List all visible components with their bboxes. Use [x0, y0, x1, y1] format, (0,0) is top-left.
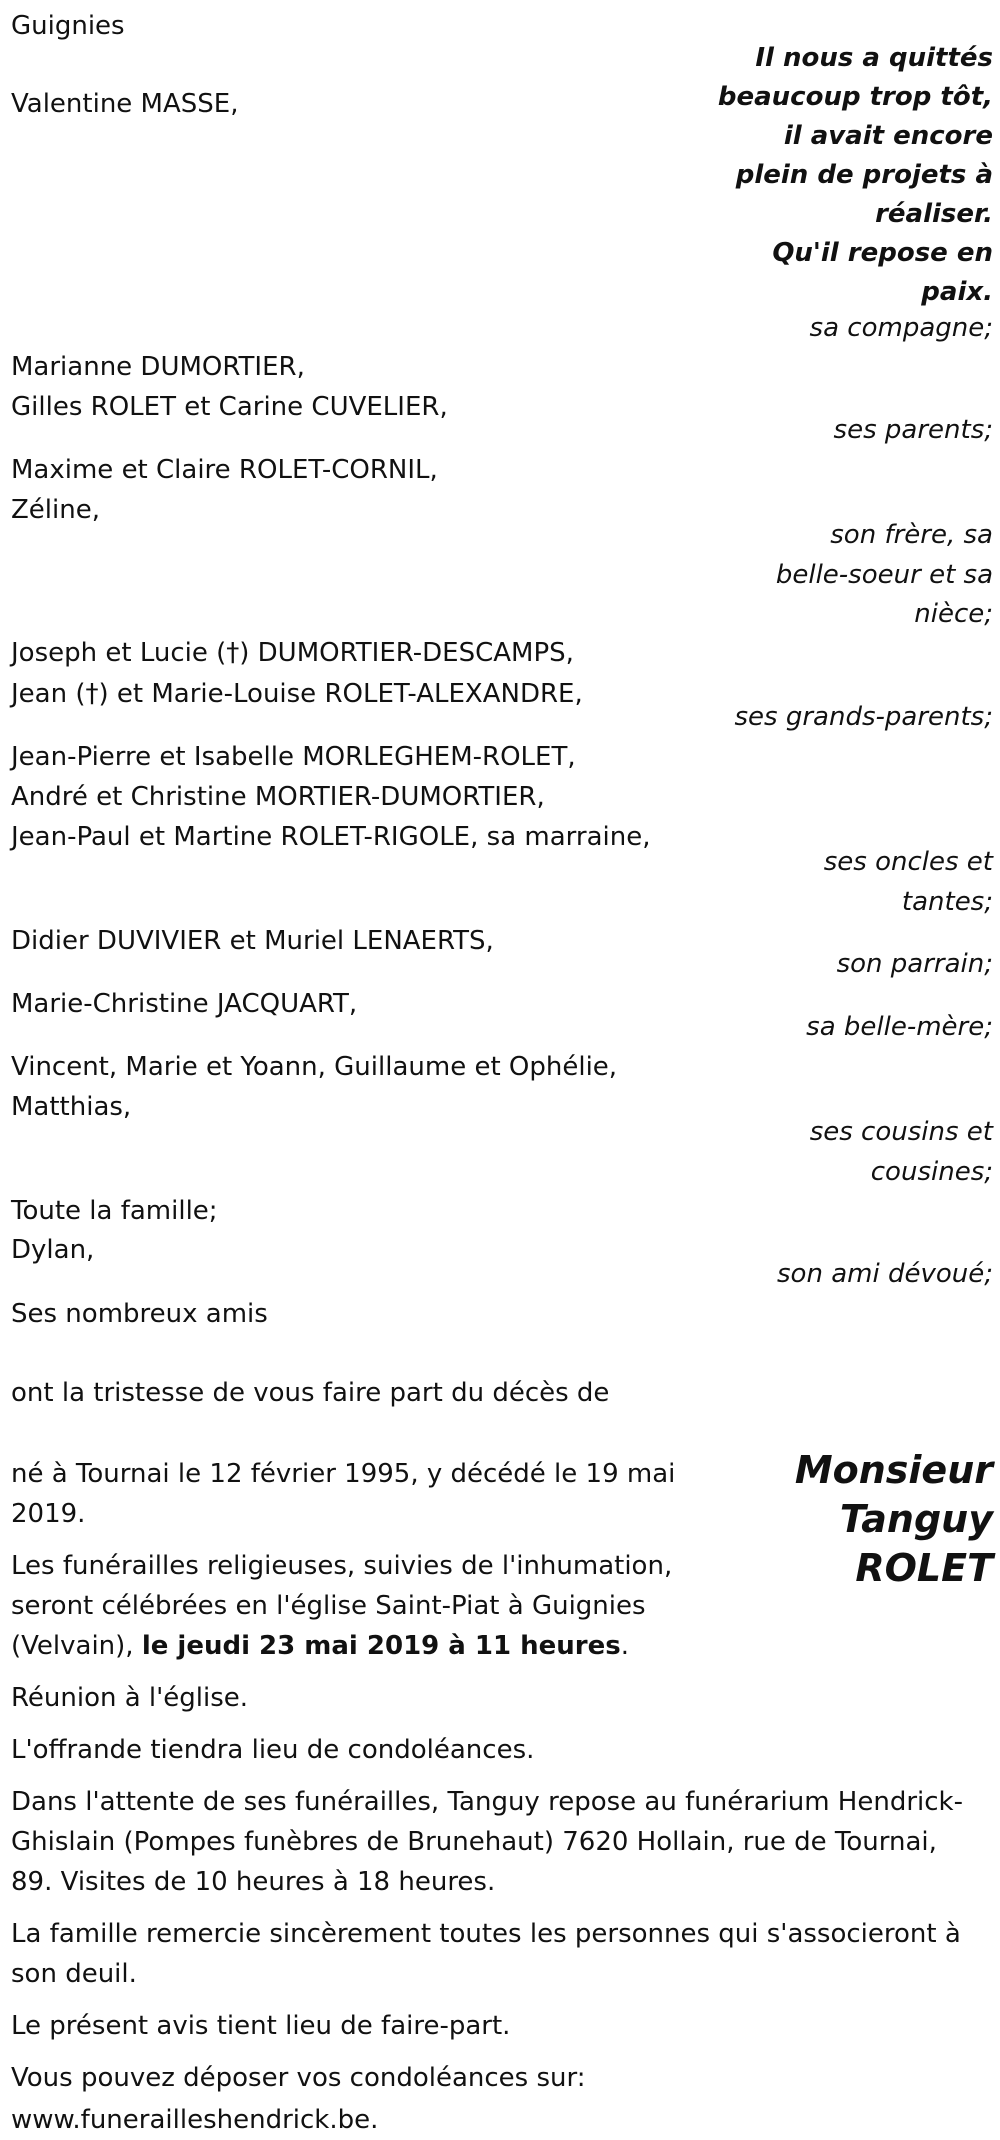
stepmother-name: Marie-Christine JACQUART,	[11, 989, 358, 1019]
godfather-role: son parrain;	[836, 949, 993, 979]
quote-line: plein de projets à	[735, 160, 993, 190]
deceased-title: Monsieur	[794, 1448, 993, 1492]
announcement-text: ont la tristesse de vous faire part du décès de	[11, 1378, 610, 1408]
thanks-line: son deuil.	[11, 1959, 137, 1989]
thanks-line: La famille remercie sincèrement toutes les personnes qui s'associeront à	[11, 1919, 961, 1949]
cousins-role: ses cousins et	[809, 1117, 993, 1147]
family-other: Dylan,	[11, 1235, 95, 1265]
birth-line: 2019.	[11, 1499, 86, 1529]
friend-role: son ami dévoué;	[777, 1259, 993, 1289]
notice-text: Le présent avis tient lieu de faire-part.	[11, 2011, 511, 2041]
grandparent-name: Jean (†) et Marie-Louise ROLET-ALEXANDRE,	[11, 679, 583, 709]
siblings-role: son frère, sa	[830, 520, 993, 550]
uncles-role: ses oncles et	[823, 847, 993, 877]
funeral-home-line: Dans l'attente de ses funérailles, Tanguy repose au funérarium Hendrick-	[11, 1787, 963, 1817]
funeral-line-suffix: .	[620, 1631, 629, 1661]
grandparents-role: ses grands-parents;	[734, 702, 993, 732]
funeral-home-line: Ghislain (Pompes funèbres de Brunehaut) 7620 Hollain, rue de Tournai,	[11, 1827, 937, 1857]
quote-line: réaliser.	[875, 199, 993, 229]
quote-line: il avait encore	[783, 121, 993, 151]
funeral-date: le jeudi 23 mai 2019 à 11 heures	[141, 1631, 621, 1661]
cousin-name: Vincent, Marie et Yoann, Guillaume et Ophélie,	[11, 1052, 618, 1082]
uncle-aunt-name: Jean-Pierre et Isabelle MORLEGHEM-ROLET,	[11, 742, 576, 772]
parents-role: ses parents;	[833, 415, 993, 445]
sibling-name: Maxime et Claire ROLET-CORNIL,	[11, 455, 438, 485]
quote-line: paix.	[921, 277, 993, 307]
parent-name: Marianne DUMORTIER,	[11, 352, 305, 382]
funeral-date-line	[11, 1626, 629, 1666]
uncle-aunt-name: Jean-Paul et Martine ROLET-RIGOLE, sa marraine,	[11, 822, 651, 852]
condolences-label: Vous pouvez déposer vos condoléances sur:	[11, 2063, 586, 2093]
quote-line: Qu'il repose en	[772, 238, 993, 268]
cousins-role: cousines;	[870, 1157, 993, 1187]
family-other: Toute la famille;	[11, 1196, 218, 1226]
cousin-name: Matthias,	[11, 1092, 132, 1122]
funeral-line: Les funérailles religieuses, suivies de l'inhumation,	[11, 1551, 673, 1581]
offering-text: L'offrande tiendra lieu de condoléances.	[11, 1735, 535, 1765]
funeral-line: seront célébrées en l'église Saint-Piat à Guignies	[11, 1591, 646, 1621]
siblings-role: belle-soeur et sa	[775, 560, 993, 590]
funeral-home-line: 89. Visites de 10 heures à 18 heures.	[11, 1867, 496, 1897]
partner-name: Valentine MASSE,	[11, 89, 239, 119]
uncle-aunt-name: André et Christine MORTIER-DUMORTIER,	[11, 782, 545, 812]
partner-role: sa compagne;	[809, 313, 993, 343]
stepmother-role: sa belle-mère;	[806, 1012, 993, 1042]
quote-line: Il nous a quittés	[755, 43, 993, 73]
sibling-name: Zéline,	[11, 495, 100, 525]
meeting-text: Réunion à l'église.	[11, 1683, 249, 1713]
deceased-firstname: Tanguy	[839, 1497, 993, 1541]
funeral-line-prefix: (Velvain),	[11, 1631, 142, 1661]
birth-line: né à Tournai le 12 février 1995, y décédé le 19 mai	[11, 1459, 676, 1489]
godfather-name: Didier DUVIVIER et Muriel LENAERTS,	[11, 926, 494, 956]
uncles-role: tantes;	[901, 887, 993, 917]
website-link[interactable]: www.funerailleshendrick.be.	[11, 2105, 379, 2135]
siblings-role: nièce;	[914, 599, 993, 629]
village-name: Guignies	[11, 11, 125, 41]
grandparent-name: Joseph et Lucie (†) DUMORTIER-DESCAMPS,	[11, 638, 574, 668]
quote-line: beaucoup trop tôt,	[717, 82, 993, 112]
deceased-surname: ROLET	[855, 1546, 993, 1590]
parent-name: Gilles ROLET et Carine CUVELIER,	[11, 392, 448, 422]
friends-line: Ses nombreux amis	[11, 1299, 268, 1329]
